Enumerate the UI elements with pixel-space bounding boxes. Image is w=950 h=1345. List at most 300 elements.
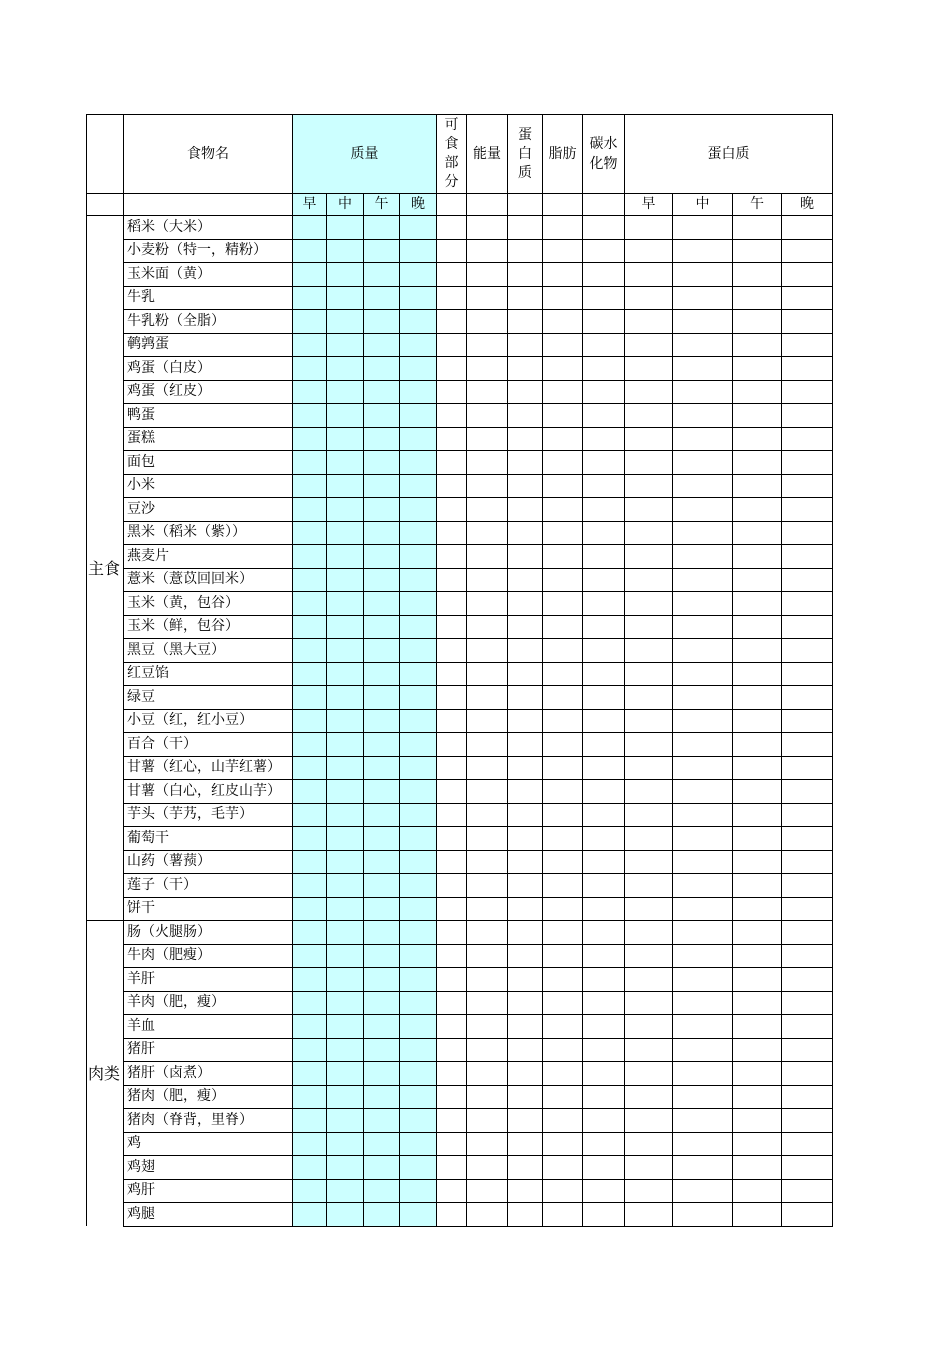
value-cell[interactable]: [583, 803, 625, 827]
mass-input-cell[interactable]: [293, 968, 327, 992]
value-cell[interactable]: [467, 709, 508, 733]
mass-input-cell[interactable]: [400, 1015, 437, 1039]
mass-input-cell[interactable]: [364, 310, 400, 334]
value-cell[interactable]: [733, 733, 782, 757]
value-cell[interactable]: [673, 944, 733, 968]
value-cell[interactable]: [673, 451, 733, 475]
mass-input-cell[interactable]: [293, 451, 327, 475]
mass-input-cell[interactable]: [364, 733, 400, 757]
value-cell[interactable]: [437, 1085, 467, 1109]
mass-input-cell[interactable]: [400, 521, 437, 545]
value-cell[interactable]: [508, 944, 543, 968]
value-cell[interactable]: [625, 427, 673, 451]
mass-input-cell[interactable]: [293, 921, 327, 945]
value-cell[interactable]: [437, 1015, 467, 1039]
value-cell[interactable]: [673, 568, 733, 592]
value-cell[interactable]: [782, 474, 833, 498]
value-cell[interactable]: [543, 333, 583, 357]
value-cell[interactable]: [782, 921, 833, 945]
value-cell[interactable]: [543, 991, 583, 1015]
mass-input-cell[interactable]: [327, 1038, 364, 1062]
value-cell[interactable]: [625, 709, 673, 733]
mass-input-cell[interactable]: [364, 451, 400, 475]
food-name-cell[interactable]: 山药（薯蓣）: [124, 850, 293, 874]
food-name-cell[interactable]: 猪肉（脊背，里脊）: [124, 1109, 293, 1133]
mass-input-cell[interactable]: [364, 615, 400, 639]
mass-input-cell[interactable]: [364, 357, 400, 381]
value-cell[interactable]: [733, 944, 782, 968]
value-cell[interactable]: [782, 333, 833, 357]
value-cell[interactable]: [625, 991, 673, 1015]
mass-input-cell[interactable]: [293, 780, 327, 804]
food-name-cell[interactable]: 莲子（干）: [124, 874, 293, 898]
value-cell[interactable]: [782, 451, 833, 475]
food-name-cell[interactable]: 小麦粉（特一，精粉）: [124, 239, 293, 263]
value-cell[interactable]: [625, 1179, 673, 1203]
value-cell[interactable]: [508, 1038, 543, 1062]
value-cell[interactable]: [625, 333, 673, 357]
value-cell[interactable]: [782, 803, 833, 827]
value-cell[interactable]: [467, 380, 508, 404]
value-cell[interactable]: [625, 897, 673, 921]
value-cell[interactable]: [583, 1085, 625, 1109]
value-cell[interactable]: [437, 850, 467, 874]
value-cell[interactable]: [673, 827, 733, 851]
value-cell[interactable]: [583, 1156, 625, 1180]
mass-input-cell[interactable]: [400, 897, 437, 921]
mass-input-cell[interactable]: [327, 380, 364, 404]
mass-input-cell[interactable]: [293, 545, 327, 569]
value-cell[interactable]: [625, 592, 673, 616]
value-cell[interactable]: [733, 568, 782, 592]
value-cell[interactable]: [467, 239, 508, 263]
value-cell[interactable]: [467, 850, 508, 874]
value-cell[interactable]: [508, 897, 543, 921]
value-cell[interactable]: [543, 944, 583, 968]
value-cell[interactable]: [543, 1109, 583, 1133]
value-cell[interactable]: [625, 615, 673, 639]
value-cell[interactable]: [467, 521, 508, 545]
value-cell[interactable]: [625, 968, 673, 992]
mass-input-cell[interactable]: [293, 568, 327, 592]
mass-input-cell[interactable]: [364, 545, 400, 569]
value-cell[interactable]: [467, 662, 508, 686]
value-cell[interactable]: [467, 592, 508, 616]
value-cell[interactable]: [673, 239, 733, 263]
value-cell[interactable]: [625, 357, 673, 381]
value-cell[interactable]: [437, 1132, 467, 1156]
value-cell[interactable]: [467, 780, 508, 804]
mass-input-cell[interactable]: [327, 991, 364, 1015]
value-cell[interactable]: [782, 1109, 833, 1133]
mass-input-cell[interactable]: [400, 921, 437, 945]
mass-input-cell[interactable]: [293, 521, 327, 545]
mass-input-cell[interactable]: [400, 404, 437, 428]
value-cell[interactable]: [782, 615, 833, 639]
mass-input-cell[interactable]: [364, 498, 400, 522]
mass-input-cell[interactable]: [364, 1109, 400, 1133]
value-cell[interactable]: [625, 686, 673, 710]
value-cell[interactable]: [437, 968, 467, 992]
value-cell[interactable]: [583, 1109, 625, 1133]
mass-input-cell[interactable]: [400, 944, 437, 968]
value-cell[interactable]: [673, 921, 733, 945]
value-cell[interactable]: [625, 263, 673, 287]
value-cell[interactable]: [437, 874, 467, 898]
value-cell[interactable]: [437, 639, 467, 663]
mass-input-cell[interactable]: [327, 874, 364, 898]
mass-input-cell[interactable]: [293, 380, 327, 404]
value-cell[interactable]: [583, 1203, 625, 1227]
value-cell[interactable]: [583, 404, 625, 428]
value-cell[interactable]: [625, 498, 673, 522]
value-cell[interactable]: [508, 474, 543, 498]
value-cell[interactable]: [437, 310, 467, 334]
food-name-cell[interactable]: 绿豆: [124, 686, 293, 710]
mass-input-cell[interactable]: [293, 1015, 327, 1039]
value-cell[interactable]: [673, 404, 733, 428]
value-cell[interactable]: [673, 216, 733, 240]
value-cell[interactable]: [733, 498, 782, 522]
value-cell[interactable]: [625, 1015, 673, 1039]
value-cell[interactable]: [467, 333, 508, 357]
value-cell[interactable]: [625, 568, 673, 592]
mass-input-cell[interactable]: [364, 1038, 400, 1062]
value-cell[interactable]: [437, 662, 467, 686]
value-cell[interactable]: [508, 850, 543, 874]
value-cell[interactable]: [437, 216, 467, 240]
value-cell[interactable]: [467, 498, 508, 522]
value-cell[interactable]: [437, 803, 467, 827]
value-cell[interactable]: [782, 216, 833, 240]
value-cell[interactable]: [733, 874, 782, 898]
food-name-cell[interactable]: 鸡: [124, 1132, 293, 1156]
value-cell[interactable]: [625, 404, 673, 428]
mass-input-cell[interactable]: [400, 498, 437, 522]
value-cell[interactable]: [782, 1015, 833, 1039]
food-name-cell[interactable]: 红豆馅: [124, 662, 293, 686]
mass-input-cell[interactable]: [364, 897, 400, 921]
mass-input-cell[interactable]: [293, 498, 327, 522]
value-cell[interactable]: [437, 263, 467, 287]
mass-input-cell[interactable]: [327, 427, 364, 451]
value-cell[interactable]: [673, 780, 733, 804]
value-cell[interactable]: [733, 615, 782, 639]
mass-input-cell[interactable]: [327, 1156, 364, 1180]
value-cell[interactable]: [733, 263, 782, 287]
mass-input-cell[interactable]: [400, 1038, 437, 1062]
value-cell[interactable]: [467, 968, 508, 992]
mass-input-cell[interactable]: [293, 1062, 327, 1086]
mass-input-cell[interactable]: [293, 709, 327, 733]
value-cell[interactable]: [437, 686, 467, 710]
food-name-cell[interactable]: 牛乳: [124, 286, 293, 310]
value-cell[interactable]: [583, 639, 625, 663]
value-cell[interactable]: [673, 1062, 733, 1086]
mass-input-cell[interactable]: [400, 451, 437, 475]
value-cell[interactable]: [543, 404, 583, 428]
value-cell[interactable]: [543, 1179, 583, 1203]
mass-input-cell[interactable]: [400, 592, 437, 616]
food-name-cell[interactable]: 羊肉（肥，瘦）: [124, 991, 293, 1015]
value-cell[interactable]: [508, 921, 543, 945]
value-cell[interactable]: [543, 968, 583, 992]
value-cell[interactable]: [583, 216, 625, 240]
value-cell[interactable]: [583, 474, 625, 498]
value-cell[interactable]: [508, 1156, 543, 1180]
mass-input-cell[interactable]: [400, 827, 437, 851]
value-cell[interactable]: [782, 756, 833, 780]
value-cell[interactable]: [508, 451, 543, 475]
value-cell[interactable]: [782, 1132, 833, 1156]
value-cell[interactable]: [673, 545, 733, 569]
value-cell[interactable]: [508, 545, 543, 569]
value-cell[interactable]: [508, 991, 543, 1015]
value-cell[interactable]: [673, 850, 733, 874]
value-cell[interactable]: [543, 850, 583, 874]
value-cell[interactable]: [673, 1179, 733, 1203]
value-cell[interactable]: [733, 286, 782, 310]
mass-input-cell[interactable]: [327, 545, 364, 569]
value-cell[interactable]: [625, 1156, 673, 1180]
mass-input-cell[interactable]: [293, 662, 327, 686]
mass-input-cell[interactable]: [400, 662, 437, 686]
mass-input-cell[interactable]: [364, 639, 400, 663]
value-cell[interactable]: [673, 874, 733, 898]
value-cell[interactable]: [673, 803, 733, 827]
value-cell[interactable]: [782, 1156, 833, 1180]
mass-input-cell[interactable]: [327, 474, 364, 498]
mass-input-cell[interactable]: [293, 474, 327, 498]
mass-input-cell[interactable]: [293, 1038, 327, 1062]
value-cell[interactable]: [508, 1203, 543, 1227]
mass-input-cell[interactable]: [293, 286, 327, 310]
value-cell[interactable]: [673, 1038, 733, 1062]
mass-input-cell[interactable]: [364, 1203, 400, 1227]
value-cell[interactable]: [583, 850, 625, 874]
mass-input-cell[interactable]: [327, 968, 364, 992]
value-cell[interactable]: [467, 286, 508, 310]
value-cell[interactable]: [508, 404, 543, 428]
mass-input-cell[interactable]: [293, 803, 327, 827]
value-cell[interactable]: [467, 545, 508, 569]
value-cell[interactable]: [543, 474, 583, 498]
value-cell[interactable]: [583, 968, 625, 992]
mass-input-cell[interactable]: [400, 286, 437, 310]
value-cell[interactable]: [467, 733, 508, 757]
value-cell[interactable]: [583, 991, 625, 1015]
value-cell[interactable]: [437, 1109, 467, 1133]
value-cell[interactable]: [583, 686, 625, 710]
food-name-cell[interactable]: 百合（干）: [124, 733, 293, 757]
mass-input-cell[interactable]: [327, 615, 364, 639]
mass-input-cell[interactable]: [400, 756, 437, 780]
mass-input-cell[interactable]: [293, 639, 327, 663]
mass-input-cell[interactable]: [364, 968, 400, 992]
value-cell[interactable]: [583, 733, 625, 757]
mass-input-cell[interactable]: [293, 686, 327, 710]
value-cell[interactable]: [733, 827, 782, 851]
value-cell[interactable]: [467, 921, 508, 945]
value-cell[interactable]: [782, 686, 833, 710]
value-cell[interactable]: [508, 1062, 543, 1086]
value-cell[interactable]: [782, 874, 833, 898]
value-cell[interactable]: [625, 474, 673, 498]
value-cell[interactable]: [673, 521, 733, 545]
mass-input-cell[interactable]: [293, 216, 327, 240]
value-cell[interactable]: [782, 1062, 833, 1086]
value-cell[interactable]: [467, 1156, 508, 1180]
food-name-cell[interactable]: 稻米（大米）: [124, 216, 293, 240]
value-cell[interactable]: [467, 686, 508, 710]
mass-input-cell[interactable]: [327, 756, 364, 780]
mass-input-cell[interactable]: [364, 1156, 400, 1180]
value-cell[interactable]: [508, 286, 543, 310]
mass-input-cell[interactable]: [364, 1062, 400, 1086]
value-cell[interactable]: [733, 991, 782, 1015]
value-cell[interactable]: [625, 1085, 673, 1109]
mass-input-cell[interactable]: [327, 263, 364, 287]
value-cell[interactable]: [543, 498, 583, 522]
value-cell[interactable]: [673, 756, 733, 780]
value-cell[interactable]: [782, 1038, 833, 1062]
value-cell[interactable]: [583, 709, 625, 733]
mass-input-cell[interactable]: [400, 216, 437, 240]
value-cell[interactable]: [782, 592, 833, 616]
value-cell[interactable]: [625, 239, 673, 263]
value-cell[interactable]: [467, 568, 508, 592]
value-cell[interactable]: [782, 662, 833, 686]
mass-input-cell[interactable]: [364, 780, 400, 804]
food-name-cell[interactable]: 面包: [124, 451, 293, 475]
value-cell[interactable]: [583, 380, 625, 404]
food-name-cell[interactable]: 甘薯（白心，红皮山芋）: [124, 780, 293, 804]
value-cell[interactable]: [543, 1132, 583, 1156]
food-name-cell[interactable]: 牛乳粉（全脂）: [124, 310, 293, 334]
mass-input-cell[interactable]: [327, 592, 364, 616]
mass-input-cell[interactable]: [293, 733, 327, 757]
value-cell[interactable]: [625, 756, 673, 780]
mass-input-cell[interactable]: [400, 1156, 437, 1180]
value-cell[interactable]: [467, 756, 508, 780]
value-cell[interactable]: [782, 427, 833, 451]
value-cell[interactable]: [543, 780, 583, 804]
value-cell[interactable]: [625, 662, 673, 686]
value-cell[interactable]: [467, 874, 508, 898]
value-cell[interactable]: [782, 850, 833, 874]
value-cell[interactable]: [508, 1015, 543, 1039]
food-name-cell[interactable]: 鸡蛋（红皮）: [124, 380, 293, 404]
value-cell[interactable]: [543, 380, 583, 404]
mass-input-cell[interactable]: [400, 686, 437, 710]
mass-input-cell[interactable]: [400, 1109, 437, 1133]
value-cell[interactable]: [583, 615, 625, 639]
value-cell[interactable]: [782, 1203, 833, 1227]
mass-input-cell[interactable]: [327, 944, 364, 968]
food-name-cell[interactable]: 羊血: [124, 1015, 293, 1039]
value-cell[interactable]: [437, 239, 467, 263]
value-cell[interactable]: [467, 1109, 508, 1133]
value-cell[interactable]: [543, 310, 583, 334]
mass-input-cell[interactable]: [293, 310, 327, 334]
mass-input-cell[interactable]: [293, 333, 327, 357]
value-cell[interactable]: [673, 968, 733, 992]
value-cell[interactable]: [437, 427, 467, 451]
value-cell[interactable]: [733, 1085, 782, 1109]
value-cell[interactable]: [625, 545, 673, 569]
food-name-cell[interactable]: 黑米（稻米（紫））: [124, 521, 293, 545]
mass-input-cell[interactable]: [327, 333, 364, 357]
value-cell[interactable]: [437, 404, 467, 428]
value-cell[interactable]: [543, 686, 583, 710]
mass-input-cell[interactable]: [400, 357, 437, 381]
mass-input-cell[interactable]: [327, 568, 364, 592]
value-cell[interactable]: [625, 521, 673, 545]
value-cell[interactable]: [733, 310, 782, 334]
value-cell[interactable]: [782, 827, 833, 851]
value-cell[interactable]: [733, 521, 782, 545]
mass-input-cell[interactable]: [400, 1085, 437, 1109]
mass-input-cell[interactable]: [400, 545, 437, 569]
value-cell[interactable]: [437, 380, 467, 404]
value-cell[interactable]: [625, 921, 673, 945]
value-cell[interactable]: [467, 639, 508, 663]
mass-input-cell[interactable]: [327, 850, 364, 874]
value-cell[interactable]: [733, 451, 782, 475]
value-cell[interactable]: [782, 1179, 833, 1203]
mass-input-cell[interactable]: [327, 357, 364, 381]
value-cell[interactable]: [782, 357, 833, 381]
value-cell[interactable]: [508, 333, 543, 357]
mass-input-cell[interactable]: [364, 239, 400, 263]
value-cell[interactable]: [508, 521, 543, 545]
value-cell[interactable]: [437, 827, 467, 851]
value-cell[interactable]: [733, 1132, 782, 1156]
food-name-cell[interactable]: 燕麦片: [124, 545, 293, 569]
value-cell[interactable]: [467, 263, 508, 287]
value-cell[interactable]: [673, 357, 733, 381]
value-cell[interactable]: [543, 357, 583, 381]
mass-input-cell[interactable]: [327, 310, 364, 334]
value-cell[interactable]: [508, 662, 543, 686]
value-cell[interactable]: [508, 310, 543, 334]
value-cell[interactable]: [583, 498, 625, 522]
value-cell[interactable]: [508, 216, 543, 240]
mass-input-cell[interactable]: [293, 239, 327, 263]
mass-input-cell[interactable]: [364, 662, 400, 686]
value-cell[interactable]: [782, 380, 833, 404]
value-cell[interactable]: [733, 780, 782, 804]
value-cell[interactable]: [583, 1038, 625, 1062]
food-name-cell[interactable]: 葡萄干: [124, 827, 293, 851]
mass-input-cell[interactable]: [364, 756, 400, 780]
value-cell[interactable]: [782, 709, 833, 733]
value-cell[interactable]: [467, 1179, 508, 1203]
mass-input-cell[interactable]: [364, 850, 400, 874]
value-cell[interactable]: [543, 451, 583, 475]
mass-input-cell[interactable]: [293, 1156, 327, 1180]
value-cell[interactable]: [467, 404, 508, 428]
value-cell[interactable]: [467, 474, 508, 498]
value-cell[interactable]: [437, 733, 467, 757]
value-cell[interactable]: [673, 1156, 733, 1180]
mass-input-cell[interactable]: [364, 991, 400, 1015]
mass-input-cell[interactable]: [400, 1062, 437, 1086]
value-cell[interactable]: [733, 1156, 782, 1180]
food-name-cell[interactable]: 玉米（鲜，包谷）: [124, 615, 293, 639]
value-cell[interactable]: [508, 1179, 543, 1203]
mass-input-cell[interactable]: [293, 1085, 327, 1109]
